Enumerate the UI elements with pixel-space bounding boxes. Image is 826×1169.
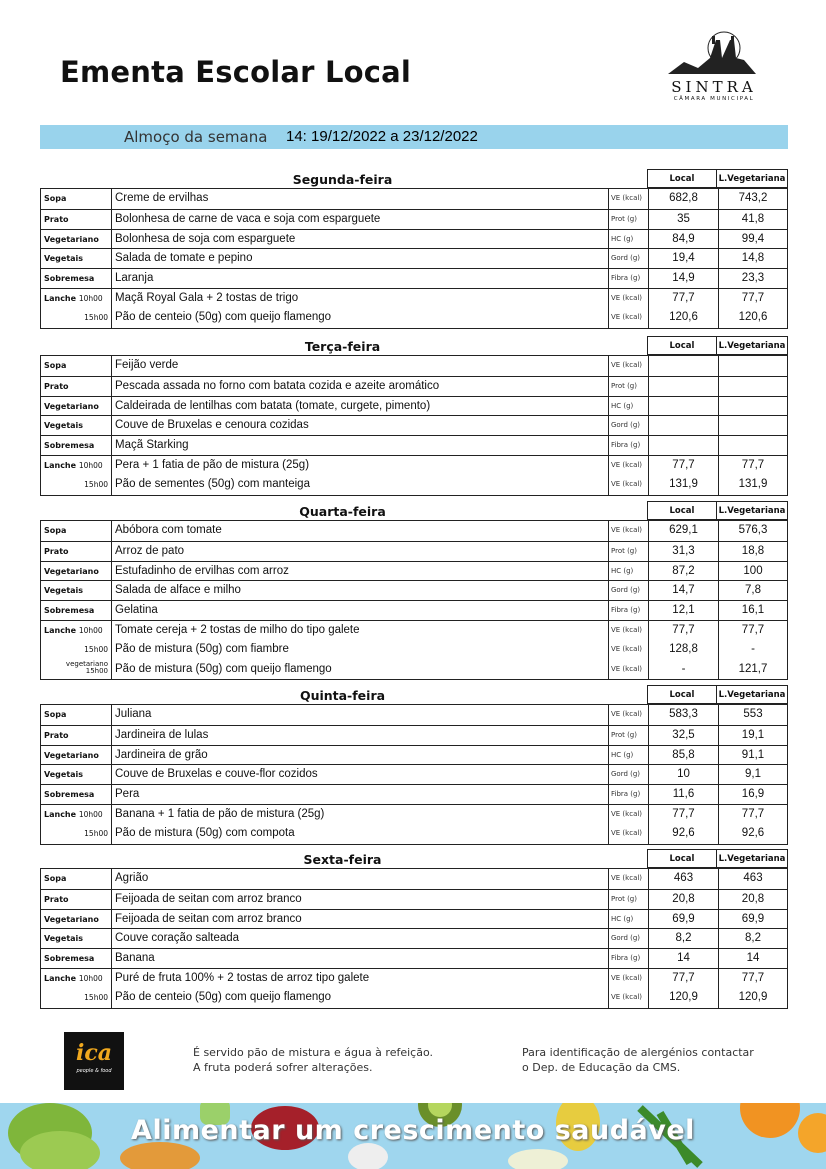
nutrient-unit: VE (kcal) — [608, 639, 648, 660]
category-label: Sopa — [44, 526, 67, 535]
local-value: 12,1 — [648, 600, 718, 620]
logo-name: SINTRA — [671, 78, 757, 96]
category-label: Lanche — [44, 809, 77, 819]
nutrient-unit: Fibra (g) — [608, 600, 648, 620]
category-cell — [41, 562, 111, 581]
day-name: Segunda-feira — [292, 172, 393, 187]
category-label: Lanche — [44, 625, 77, 635]
category-cell — [41, 601, 111, 620]
vegetarian-value — [718, 396, 787, 416]
category-cell — [41, 356, 111, 376]
table-row — [41, 356, 787, 376]
dish-cell: Pão de centeio (50g) com queijo flamengo — [111, 307, 608, 328]
table-row — [41, 725, 787, 745]
category-label: Prato — [44, 381, 69, 391]
local-value — [648, 376, 718, 396]
dish-cell: Feijoada de seitan com arroz branco — [111, 909, 608, 929]
snack-time: 15h00 — [84, 479, 108, 489]
header-local: Local — [647, 849, 717, 868]
table-row — [41, 189, 787, 209]
category-label: Sobremesa — [44, 790, 95, 800]
category-cell — [41, 397, 111, 416]
category-cell — [41, 475, 111, 495]
local-value: 19,4 — [648, 248, 718, 268]
vegetarian-value: 100 — [718, 561, 787, 581]
vegetarian-value: 19,1 — [718, 725, 787, 745]
local-value: 128,8 — [648, 639, 718, 660]
nutrient-unit: HC (g) — [608, 561, 648, 581]
dish-cell: Bolonhesa de carne de vaca e soja com esparguete — [111, 209, 608, 229]
nutrient-unit: Prot (g) — [608, 541, 648, 561]
footer-note-right — [522, 1045, 754, 1075]
local-value: 10 — [648, 764, 718, 784]
dish-cell: Jardineira de grão — [111, 745, 608, 765]
header-local: Local — [647, 501, 717, 520]
header-local: Local — [647, 169, 717, 188]
table-row — [41, 415, 787, 435]
dish-cell: Feijão verde — [111, 355, 608, 376]
nutrient-unit: VE (kcal) — [608, 355, 648, 376]
nutrient-unit: VE (kcal) — [608, 474, 648, 495]
category-label: Vegetariano — [44, 750, 99, 760]
nutrient-unit: Gord (g) — [608, 580, 648, 600]
dish-cell: Pão de centeio (50g) com queijo flamengo — [111, 987, 608, 1008]
table-row — [41, 396, 787, 416]
local-value: 583,3 — [648, 704, 718, 725]
local-value — [648, 396, 718, 416]
slogan: Alimentar um crescimento saudável — [131, 1115, 695, 1146]
nutrient-unit: Gord (g) — [608, 928, 648, 948]
category-label: Vegetais — [44, 586, 84, 596]
note-bread: É servido pão de mistura e água à refeição. — [193, 1046, 433, 1059]
local-value: 14,9 — [648, 268, 718, 288]
snack-time: 15h00 — [84, 644, 108, 654]
category-label: Prato — [44, 894, 69, 904]
day-name: Terça-feira — [304, 339, 381, 354]
note-fruit: A fruta poderá sofrer alterações. — [193, 1061, 373, 1074]
category-label: Vegetariano — [44, 566, 99, 576]
local-value: 8,2 — [648, 928, 718, 948]
nutrient-unit: VE (kcal) — [608, 288, 648, 308]
vegetarian-value: 41,8 — [718, 209, 787, 229]
nutrient-unit: HC (g) — [608, 909, 648, 929]
local-value: 77,7 — [648, 288, 718, 308]
category-cell — [41, 746, 111, 765]
local-value: 77,7 — [648, 620, 718, 640]
local-value — [648, 435, 718, 455]
nutrient-unit: VE (kcal) — [608, 188, 648, 209]
header-local: Local — [647, 685, 717, 704]
header-vegetarian: L.Vegetariana — [717, 501, 788, 520]
category-label: Sopa — [44, 361, 67, 370]
nutrient-unit: VE (kcal) — [608, 804, 648, 824]
category-label: Sobremesa — [44, 954, 95, 964]
header-local: Local — [647, 336, 717, 355]
ica-logo — [64, 1032, 124, 1090]
week-value: 14: 19/12/2022 a 23/12/2022 — [286, 128, 478, 145]
nutrient-unit: VE (kcal) — [608, 868, 648, 889]
dish-cell: Maçã Starking — [111, 435, 608, 455]
category-label: Vegetariano — [44, 234, 99, 244]
snack-time: 15h00 — [84, 312, 108, 322]
category-label: Lanche — [44, 460, 77, 470]
local-value: 629,1 — [648, 520, 718, 541]
vegetarian-value: 120,6 — [718, 307, 787, 328]
table-row — [41, 869, 787, 889]
header-vegetarian: L.Vegetariana — [717, 685, 788, 704]
category-cell — [41, 890, 111, 909]
dish-cell: Salada de alface e milho — [111, 580, 608, 600]
week-label: Almoço da semana — [124, 128, 268, 146]
nutrient-unit: Prot (g) — [608, 209, 648, 229]
category-cell — [41, 824, 111, 844]
category-cell — [41, 869, 111, 889]
menu-table — [40, 520, 788, 680]
table-row — [41, 764, 787, 784]
category-label: Vegetais — [44, 934, 84, 944]
menu-table — [40, 355, 788, 496]
dish-cell: Pão de mistura (50g) com compota — [111, 823, 608, 844]
nutrient-unit: Gord (g) — [608, 415, 648, 435]
dish-cell: Gelatina — [111, 600, 608, 620]
local-value: 11,6 — [648, 784, 718, 804]
vegetarian-value: 463 — [718, 868, 787, 889]
table-row — [41, 660, 787, 680]
snack-time: 10h00 — [78, 293, 103, 303]
nutrient-unit: Fibra (g) — [608, 784, 648, 804]
category-cell — [41, 581, 111, 600]
category-cell — [41, 765, 111, 784]
header-vegetarian: L.Vegetariana — [717, 169, 788, 188]
local-value: - — [648, 659, 718, 680]
category-cell — [41, 805, 111, 824]
dish-cell: Pão de mistura (50g) com queijo flamengo — [111, 659, 608, 680]
dish-cell: Pera + 1 fatia de pão de mistura (25g) — [111, 455, 608, 475]
dish-cell: Pescada assada no forno com batata cozida e azeite aromático — [111, 376, 608, 396]
nutrient-unit: VE (kcal) — [608, 620, 648, 640]
nutrient-unit: VE (kcal) — [608, 823, 648, 844]
category-label: Sopa — [44, 194, 67, 203]
footer-note-left — [193, 1045, 433, 1075]
table-row — [41, 475, 787, 495]
vegetarian-value: 20,8 — [718, 889, 787, 909]
vegetarian-value: 91,1 — [718, 745, 787, 765]
vegetarian-value: 14 — [718, 948, 787, 968]
table-row — [41, 824, 787, 844]
nutrient-unit: Prot (g) — [608, 889, 648, 909]
local-value: 77,7 — [648, 455, 718, 475]
category-label: Lanche — [44, 293, 77, 303]
table-row — [41, 784, 787, 804]
nutrient-unit: Prot (g) — [608, 725, 648, 745]
dish-cell: Salada de tomate e pepino — [111, 248, 608, 268]
category-label: Sopa — [44, 710, 67, 719]
day-name: Quinta-feira — [299, 688, 386, 703]
vegetarian-value: 77,7 — [718, 620, 787, 640]
dish-cell: Banana + 1 fatia de pão de mistura (25g) — [111, 804, 608, 824]
snack-time: 15h00 — [84, 828, 108, 838]
local-value: 14,7 — [648, 580, 718, 600]
table-row — [41, 600, 787, 620]
dish-cell: Abóbora com tomate — [111, 520, 608, 541]
snack-time: 10h00 — [78, 625, 103, 635]
ica-brand-sub: people & food — [76, 1068, 112, 1074]
sintra-logo — [664, 30, 764, 102]
category-cell — [41, 308, 111, 328]
nutrient-unit: VE (kcal) — [608, 968, 648, 988]
dish-cell: Bolonhesa de soja com esparguete — [111, 229, 608, 249]
dish-cell: Agrião — [111, 868, 608, 889]
table-row — [41, 308, 787, 328]
menu-table — [40, 704, 788, 845]
category-cell — [41, 189, 111, 209]
snack-time: 10h00 — [78, 973, 103, 983]
category-label: Sobremesa — [44, 606, 95, 616]
vegetarian-value: 553 — [718, 704, 787, 725]
snack-time: 15h00 — [85, 667, 108, 676]
nutrient-unit: VE (kcal) — [608, 455, 648, 475]
menu-table — [40, 868, 788, 1009]
table-row — [41, 248, 787, 268]
vegetarian-value: 18,8 — [718, 541, 787, 561]
dish-cell: Couve de Bruxelas e couve-flor cozidos — [111, 764, 608, 784]
vegetarian-value: 77,7 — [718, 288, 787, 308]
table-row — [41, 268, 787, 288]
note-department: o Dep. de Educação da CMS. — [522, 1061, 681, 1074]
nutrient-unit: VE (kcal) — [608, 520, 648, 541]
category-label: Vegetais — [44, 254, 84, 264]
category-cell — [41, 949, 111, 968]
menu-table — [40, 188, 788, 329]
nutrient-unit: Fibra (g) — [608, 268, 648, 288]
vegetarian-value — [718, 435, 787, 455]
header-vegetarian: L.Vegetariana — [717, 336, 788, 355]
dish-cell: Arroz de pato — [111, 541, 608, 561]
category-cell — [41, 289, 111, 308]
logo-subtitle: CÂMARA MUNICIPAL — [673, 96, 755, 102]
category-cell — [41, 269, 111, 288]
table-row — [41, 909, 787, 929]
table-row — [41, 229, 787, 249]
dish-cell: Couve coração salteada — [111, 928, 608, 948]
table-row — [41, 455, 787, 475]
vegetarian-value: 77,7 — [718, 455, 787, 475]
footer-banner — [0, 1103, 826, 1169]
category-cell — [41, 456, 111, 475]
category-cell — [41, 377, 111, 396]
nutrient-unit: Fibra (g) — [608, 435, 648, 455]
week-bar — [40, 125, 788, 149]
category-cell — [41, 726, 111, 745]
snack-time: 10h00 — [78, 809, 103, 819]
nutrient-unit: HC (g) — [608, 745, 648, 765]
local-value: 120,9 — [648, 987, 718, 1008]
table-row — [41, 889, 787, 909]
vegetarian-value — [718, 415, 787, 435]
category-cell — [41, 416, 111, 435]
local-value: 120,6 — [648, 307, 718, 328]
table-row — [41, 804, 787, 824]
category-cell — [41, 621, 111, 640]
local-value: 35 — [648, 209, 718, 229]
day-name: Sexta-feira — [303, 852, 382, 867]
dish-cell: Feijoada de seitan com arroz branco — [111, 889, 608, 909]
vegetarian-value: 9,1 — [718, 764, 787, 784]
dish-cell: Pão de sementes (50g) com manteiga — [111, 474, 608, 495]
category-cell — [41, 785, 111, 804]
category-label: Vegetais — [44, 770, 84, 780]
table-row — [41, 521, 787, 541]
nutrient-unit: Fibra (g) — [608, 948, 648, 968]
nutrient-unit: VE (kcal) — [608, 307, 648, 328]
category-cell — [41, 249, 111, 268]
category-label: Lanche — [44, 973, 77, 983]
table-row — [41, 541, 787, 561]
dish-cell: Caldeirada de lentilhas com batata (tomate, curgete, pimento) — [111, 396, 608, 416]
local-value: 85,8 — [648, 745, 718, 765]
table-row — [41, 288, 787, 308]
vegetarian-value: 16,9 — [718, 784, 787, 804]
snack-time: 15h00 — [84, 992, 108, 1002]
local-value: 92,6 — [648, 823, 718, 844]
category-cell — [41, 210, 111, 229]
dish-cell: Tomate cereja + 2 tostas de milho do tipo galete — [111, 620, 608, 640]
vegetarian-value: 69,9 — [718, 909, 787, 929]
local-value: 77,7 — [648, 968, 718, 988]
nutrient-unit: Prot (g) — [608, 376, 648, 396]
category-cell — [41, 929, 111, 948]
local-value: 32,5 — [648, 725, 718, 745]
vegetarian-value — [718, 376, 787, 396]
page-title: Ementa Escolar Local — [60, 55, 412, 89]
category-label: Prato — [44, 546, 69, 556]
table-row — [41, 209, 787, 229]
category-cell — [41, 660, 111, 680]
local-value: 463 — [648, 868, 718, 889]
category-cell — [41, 436, 111, 455]
local-value: 20,8 — [648, 889, 718, 909]
ica-brand: ica — [75, 1040, 112, 1066]
local-value: 131,9 — [648, 474, 718, 495]
category-label: Sopa — [44, 874, 67, 883]
table-row — [41, 988, 787, 1008]
category-cell — [41, 705, 111, 725]
dish-cell: Estufadinho de ervilhas com arroz — [111, 561, 608, 581]
nutrient-unit: HC (g) — [608, 396, 648, 416]
nutrient-unit: VE (kcal) — [608, 987, 648, 1008]
category-cell — [41, 230, 111, 249]
note-allergens: Para identificação de alergénios contactar — [522, 1046, 754, 1059]
local-value: 31,3 — [648, 541, 718, 561]
vegetarian-value: 8,2 — [718, 928, 787, 948]
vegetarian-value: 131,9 — [718, 474, 787, 495]
category-label: Vegetariano — [44, 914, 99, 924]
dish-cell: Pera — [111, 784, 608, 804]
dish-cell: Jardineira de lulas — [111, 725, 608, 745]
nutrient-unit: Gord (g) — [608, 248, 648, 268]
table-row — [41, 968, 787, 988]
table-row — [41, 435, 787, 455]
local-value — [648, 355, 718, 376]
table-row — [41, 705, 787, 725]
nutrient-unit: Gord (g) — [608, 764, 648, 784]
dish-cell: Juliana — [111, 704, 608, 725]
local-value — [648, 415, 718, 435]
dish-cell: Laranja — [111, 268, 608, 288]
nutrient-unit: VE (kcal) — [608, 659, 648, 680]
local-value: 69,9 — [648, 909, 718, 929]
dish-cell: Creme de ervilhas — [111, 188, 608, 209]
nutrient-unit: HC (g) — [608, 229, 648, 249]
vegetarian-value: 77,7 — [718, 968, 787, 988]
category-label: Prato — [44, 730, 69, 740]
category-label: Vegetariano — [44, 401, 99, 411]
category-cell — [41, 988, 111, 1008]
category-label: Sobremesa — [44, 274, 95, 284]
local-value: 77,7 — [648, 804, 718, 824]
table-row — [41, 620, 787, 640]
dish-cell: Puré de fruta 100% + 2 tostas de arroz tipo galete — [111, 968, 608, 988]
category-cell — [41, 910, 111, 929]
header-vegetarian: L.Vegetariana — [717, 849, 788, 868]
table-row — [41, 376, 787, 396]
dish-cell: Banana — [111, 948, 608, 968]
table-row — [41, 561, 787, 581]
category-cell — [41, 640, 111, 660]
category-label: Sobremesa — [44, 441, 95, 451]
vegetarian-value: 14,8 — [718, 248, 787, 268]
local-value: 84,9 — [648, 229, 718, 249]
vegetarian-value: 7,8 — [718, 580, 787, 600]
local-value: 87,2 — [648, 561, 718, 581]
vegetarian-value: 16,1 — [718, 600, 787, 620]
local-value: 682,8 — [648, 188, 718, 209]
day-name: Quarta-feira — [299, 504, 386, 519]
vegetarian-value: 23,3 — [718, 268, 787, 288]
table-row — [41, 948, 787, 968]
table-row — [41, 928, 787, 948]
dish-cell: Maçã Royal Gala + 2 tostas de trigo — [111, 288, 608, 308]
vegetarian-value: 576,3 — [718, 520, 787, 541]
vegetarian-value: - — [718, 639, 787, 660]
local-value: 14 — [648, 948, 718, 968]
vegetarian-value: 99,4 — [718, 229, 787, 249]
category-label: Prato — [44, 214, 69, 224]
category-label: Vegetais — [44, 421, 84, 431]
nutrient-unit: VE (kcal) — [608, 704, 648, 725]
table-row — [41, 745, 787, 765]
vegetarian-value: 121,7 — [718, 659, 787, 680]
category-cell — [41, 521, 111, 541]
snack-time: 10h00 — [78, 460, 103, 470]
category-cell — [41, 969, 111, 988]
table-row — [41, 640, 787, 660]
vegetarian-value: 77,7 — [718, 804, 787, 824]
dish-cell: Pão de mistura (50g) com fiambre — [111, 639, 608, 660]
table-row — [41, 580, 787, 600]
dish-cell: Couve de Bruxelas e cenoura cozidas — [111, 415, 608, 435]
palace-icon — [664, 30, 764, 76]
vegetarian-value: 92,6 — [718, 823, 787, 844]
vegetarian-value: 120,9 — [718, 987, 787, 1008]
category-cell — [41, 542, 111, 561]
vegetarian-value — [718, 355, 787, 376]
snack-variant: vegetariano — [65, 659, 108, 668]
vegetarian-value: 743,2 — [718, 188, 787, 209]
